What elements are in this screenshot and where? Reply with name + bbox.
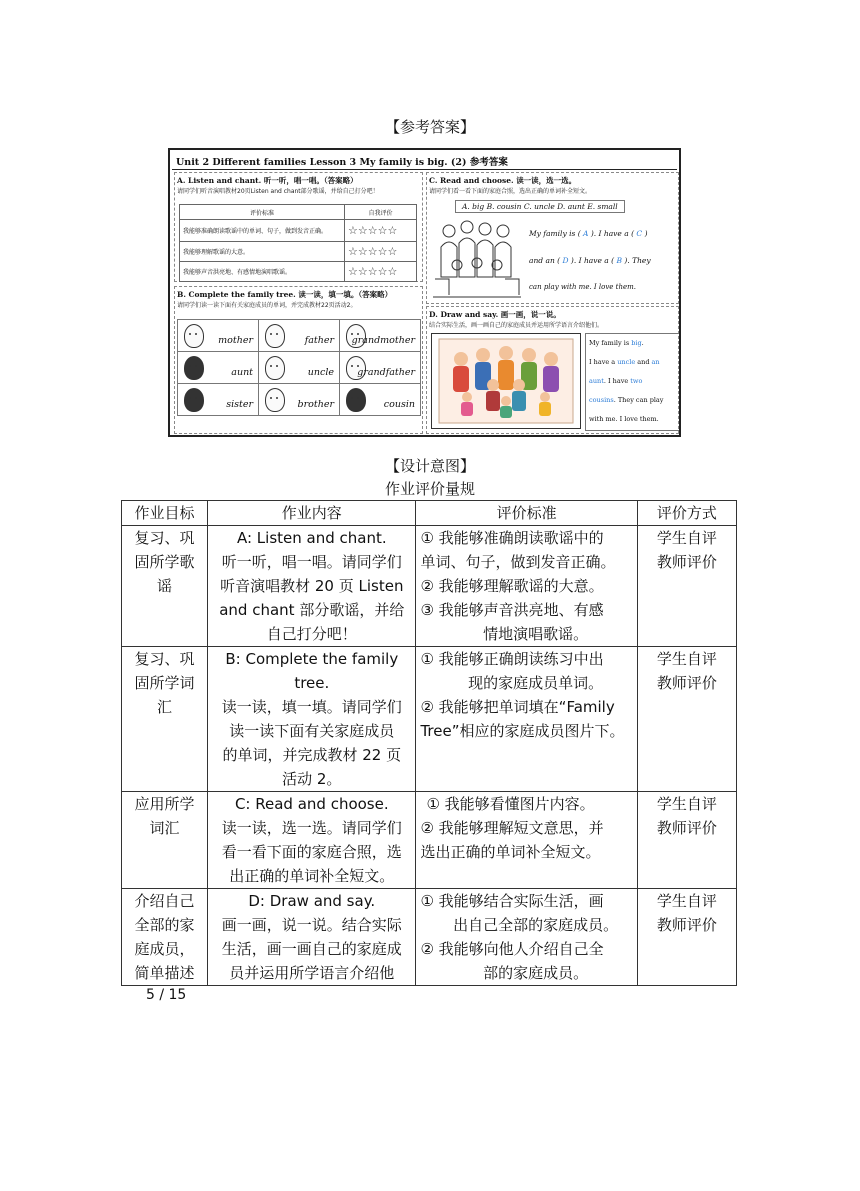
tree-cell <box>259 320 340 352</box>
page-number: 5 / 15 <box>146 987 187 1003</box>
content-cell: C: Read and choose. 读一读，选一选。请同学们 看一看下面的家庭合照，选 出正确的单词补全短文。 <box>208 792 416 889</box>
answer-heading: 【参考答案】 <box>384 118 475 136</box>
tree-word: uncle <box>307 367 334 378</box>
answer-blank: C <box>636 229 643 238</box>
star-rating: ☆☆☆☆☆ <box>345 242 417 262</box>
section-b <box>174 286 423 434</box>
header-goal: 作业目标 <box>122 501 208 526</box>
section-d <box>426 306 679 434</box>
tree-word: grandmother <box>351 335 415 346</box>
table-row <box>122 889 737 986</box>
header-criteria: 评价标准 <box>416 501 637 526</box>
tree-word: mother <box>218 335 253 346</box>
man-icon <box>265 324 285 348</box>
tree-cell <box>178 320 259 352</box>
answer-blank: B <box>616 256 622 265</box>
method-cell: 学生自评 教师评价 <box>637 792 736 889</box>
goal-cell: 应用所学 词汇 <box>122 792 208 889</box>
standard-2: 我能够理解歌谣的大意。 <box>180 242 345 262</box>
answer-sheet-image <box>168 148 681 437</box>
content-cell: D: Draw and say. 画一画，说一说。结合实际 生活，画一画自己的家庭成 员并运用所学语言介绍他 <box>208 889 416 986</box>
goal-cell: 复习、巩 固所学歌 谣 <box>122 526 208 647</box>
tree-word: grandfather <box>357 367 415 378</box>
section-a-heading: A. Listen and chant. 听一听，唱一唱。（答案略） <box>177 176 358 185</box>
criteria-cell: ① 我能够结合实际生活，画 出自己全部的家庭成员。 ② 我能够向他人介绍自己全 部的家庭成员。 <box>416 889 637 986</box>
self-assessment-table <box>179 204 417 282</box>
tree-cell <box>340 320 421 352</box>
col-self: 自我评价 <box>345 205 417 220</box>
tree-word: aunt <box>231 367 253 378</box>
man-icon <box>265 356 285 380</box>
section-a-instruction: 请同学们听音演唱教材20页Listen and chant部分歌谣，并给自己打分吧！ <box>177 188 379 195</box>
section-b-heading: B. Complete the family tree. 读一读，填一填。（答案略） <box>177 290 393 299</box>
section-c <box>426 172 679 304</box>
answer-sheet-title: Unit 2 Different families Lesson 3 My family is big. (2) 参考答案 <box>176 157 508 168</box>
passage-line-1: My family is ( A ). I have a ( C ) <box>529 229 648 238</box>
tree-cell <box>340 384 421 416</box>
evaluation-rubric-table <box>121 500 737 986</box>
family-drawing <box>431 333 581 429</box>
table-caption: 作业评价量规 <box>384 480 475 498</box>
goal-cell: 复习、巩 固所学词 汇 <box>122 647 208 792</box>
section-d-heading: D. Draw and say. 画一画，说一说。 <box>429 310 561 319</box>
method-cell: 学生自评 教师评价 <box>637 526 736 647</box>
table-header-row <box>122 501 737 526</box>
answer-blank: A <box>583 229 589 238</box>
table-row <box>122 792 737 889</box>
design-heading: 【设计意图】 <box>384 457 475 475</box>
standard-1: 我能够准确朗读歌谣中的单词、句子，做到发音正确。 <box>180 220 345 242</box>
star-rating: ☆☆☆☆☆ <box>345 262 417 282</box>
tree-cell <box>259 384 340 416</box>
tree-cell <box>178 352 259 384</box>
standard-3: 我能够声音洪亮地、有感情地演唱歌谣。 <box>180 262 345 282</box>
header-method: 评价方式 <box>637 501 736 526</box>
woman-icon <box>184 356 204 380</box>
criteria-cell: ① 我能够看懂图片内容。 ② 我能够理解短文意思，并 选出正确的单词补全短文。 <box>416 792 637 889</box>
goal-cell: 介绍自己 全部的家 庭成员， 简单描述 <box>122 889 208 986</box>
girl-icon <box>346 388 366 412</box>
section-a <box>174 172 423 282</box>
section-b-instruction: 请同学们读一读下面有关家庭成员的单词，并完成教材22页活动2。 <box>177 302 357 309</box>
tree-word: brother <box>297 399 334 410</box>
criteria-cell: ① 我能够准确朗读歌谣中的 单词、句子，做到发音正确。 ② 我能够理解歌谣的大意。 ③ 我能够声音洪亮地、有感 情地演唱歌谣。 <box>416 526 637 647</box>
answer-blank: D <box>562 256 569 265</box>
star-rating: ☆☆☆☆☆ <box>345 220 417 242</box>
method-cell: 学生自评 教师评价 <box>637 889 736 986</box>
tree-cell <box>340 352 421 384</box>
passage-line-2: and an ( D ). I have a ( B ). They <box>529 256 651 265</box>
criteria-cell: ① 我能够正确朗读练习中出 现的家庭成员单词。 ② 我能够把单词填在“Family Tree”相应的家庭成员图片下。 <box>416 647 637 792</box>
family-tree-grid <box>177 319 421 416</box>
section-c-heading: C. Read and choose. 读一读，选一选。 <box>429 176 577 185</box>
col-standard: 评价标准 <box>180 205 345 220</box>
section-d-instruction: 结合实际生活，画一画自己的家庭成员并运用所学语言介绍他们。 <box>429 322 604 329</box>
passage-line-3: can play with me. I love them. <box>529 283 636 291</box>
table-row <box>122 526 737 647</box>
girl-icon <box>184 388 204 412</box>
tree-cell <box>259 352 340 384</box>
content-cell: A: Listen and chant. 听一听，唱一唱。请同学们 听音演唱教材 20 页 Listen and chant 部分歌谣，并给 自己打分吧！ <box>208 526 416 647</box>
woman-icon <box>184 324 204 348</box>
tree-word: cousin <box>383 399 415 410</box>
header-content: 作业内容 <box>208 501 416 526</box>
table-row <box>122 647 737 792</box>
family-photo-illustration <box>429 217 525 301</box>
section-c-instruction: 请同学们看一看下面的家庭合照，选出正确的单词补全短文。 <box>429 188 592 195</box>
content-cell: B: Complete the family tree. 读一读，填一填。请同学们 读一读下面有关家庭成员 的单词，并完成教材 22 页 活动 2。 <box>208 647 416 792</box>
word-options: A. big B. cousin C. uncle D. aunt E. small <box>455 200 625 213</box>
boy-icon <box>265 388 285 412</box>
divider <box>172 169 677 170</box>
tree-cell <box>178 384 259 416</box>
tree-word: sister <box>226 399 253 410</box>
tree-word: father <box>304 335 334 346</box>
family-description: My family is big. I have a uncle and an aunt. I have two cousins. They can play with me. I love them. <box>585 333 680 431</box>
method-cell: 学生自评 教师评价 <box>637 647 736 792</box>
